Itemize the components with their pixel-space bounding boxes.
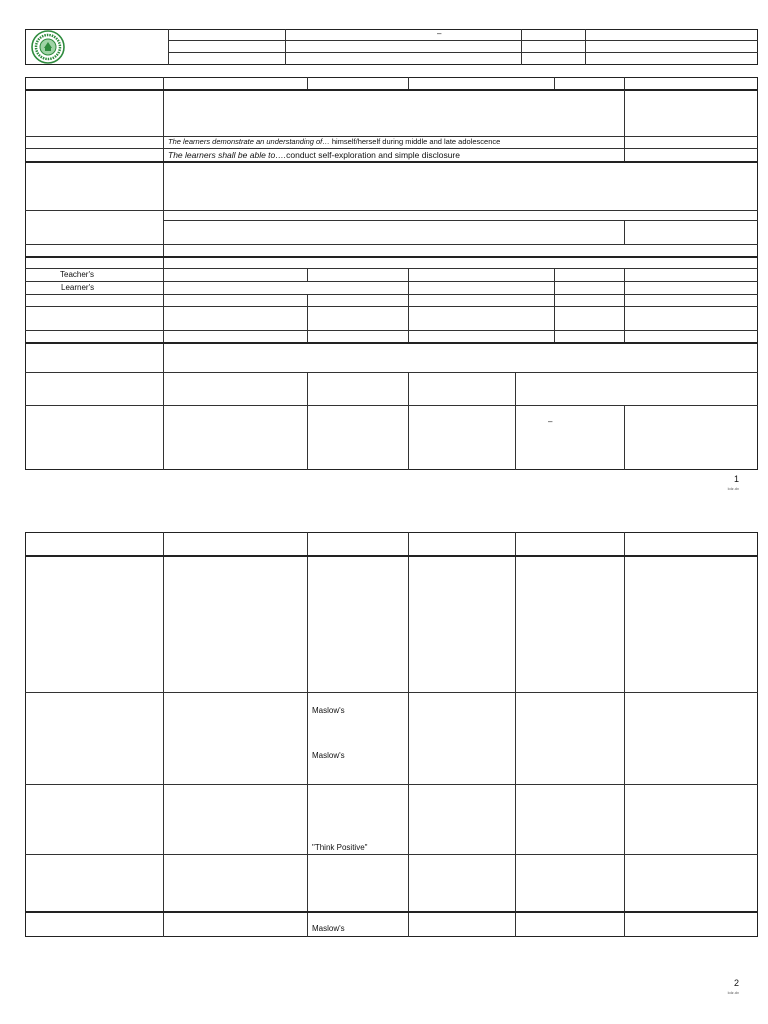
learners-material-label: Learner's bbox=[61, 283, 95, 292]
procedures-table bbox=[25, 532, 758, 937]
maslow-cell-3: Maslow's bbox=[312, 924, 345, 933]
teachers-guide-label: Teacher's bbox=[60, 270, 94, 279]
header-table bbox=[25, 29, 758, 65]
maslow-cell-1: Maslow's bbox=[312, 706, 345, 715]
performance-standard-body: conduct self-exploration and simple disclosure bbox=[286, 150, 460, 160]
page-number-2: 2 bbox=[733, 978, 739, 988]
deped-seal-icon bbox=[31, 30, 65, 64]
page-number: 1 bbox=[733, 474, 739, 484]
think-positive-cell: "Think Positive" bbox=[312, 843, 368, 852]
performance-standard-text bbox=[168, 150, 460, 160]
page-reference: lolz.dv bbox=[727, 486, 739, 491]
header-dash: – bbox=[437, 29, 442, 38]
maslow-cell-2: Maslow's bbox=[312, 751, 345, 760]
page-reference-2: lolz.dv bbox=[727, 990, 739, 995]
content-standard-prefix: The learners demonstrate an understanding of… bbox=[168, 137, 330, 146]
content-standard-body: himself/herself during middle and late adolescence bbox=[329, 137, 501, 146]
procedure-dash: – bbox=[548, 417, 553, 426]
content-standard-text bbox=[168, 137, 500, 147]
performance-standard-prefix: The learners shall be able to…. bbox=[168, 150, 287, 160]
